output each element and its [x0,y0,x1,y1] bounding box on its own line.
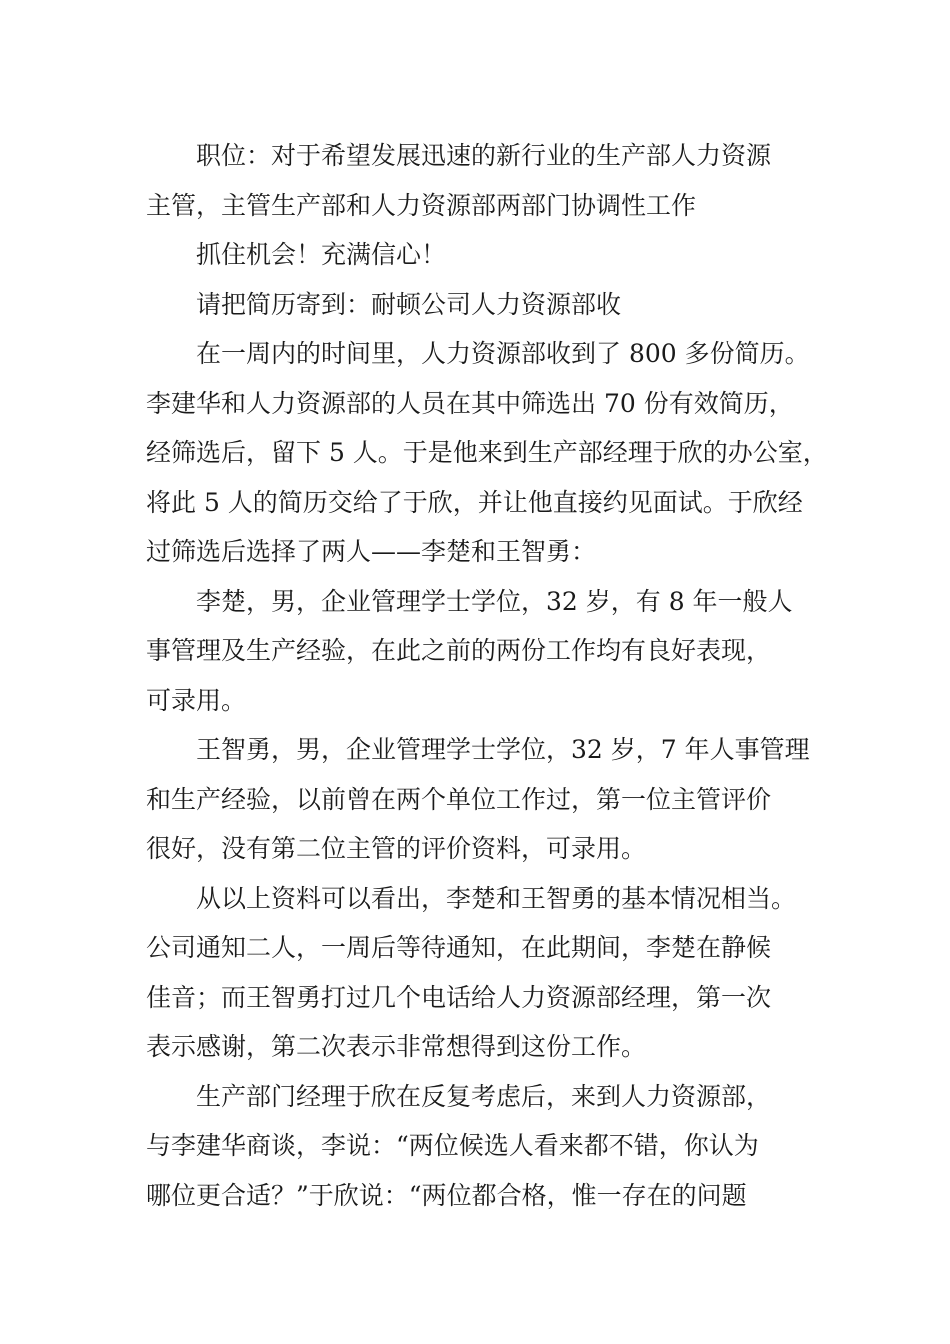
text-line: 在一周内的时间里，人力资源部收到了 800 多份简历。 [196,339,810,368]
text-line: 很好，没有第二位主管的评价资料，可录用。 [146,834,647,863]
text-line: 生产部门经理于欣在反复考虑后，来到人力资源部， [196,1081,772,1111]
text-line: 将此 5 人的简历交给了于欣，并让他直接约见面试。于欣经 [146,487,803,517]
text-line: 佳音；而王智勇打过几个电话给人力资源部经理，第一次 [146,982,772,1012]
text-line: 李建华和人力资源部的人员在其中筛选出 70 份有效简历， [146,388,794,418]
text-line: 公司通知二人，一周后等待通知，在此期间，李楚在静候 [146,933,772,962]
text-line: 主管，主管生产部和人力资源部两部门协调性工作 [146,190,697,220]
text-line: 从以上资料可以看出，李楚和王智勇的基本情况相当。 [196,883,797,913]
text-line: 与李建华商谈，李说：“两位候选人看来都不错，你认为 [146,1131,759,1160]
text-line: 王智勇，男，企业管理学士学位，32 岁，7 年人事管理 [196,735,810,764]
text-line: 可录用。 [146,685,247,715]
text-line: 表示感谢，第二次表示非常想得到这份工作。 [146,1032,647,1061]
text-line: 哪位更合适？”于欣说：“两位都合格，惟一存在的问题 [146,1180,747,1210]
text-line: 职位：对于希望发展迅速的新行业的生产部人力资源 [196,141,772,170]
text-line: 事管理及生产经验，在此之前的两份工作均有良好表现， [146,636,772,665]
text-line: 李楚，男，企业管理学士学位，32 岁，有 8 年一般人 [196,586,793,616]
document-body [146,131,826,1220]
text-line: 抓住机会！充满信心！ [196,240,447,269]
text-line: 过筛选后选择了两人——李楚和王智勇： [146,537,597,566]
text-line: 经筛选后，留下 5 人。于是他来到生产部经理于欣的办公室， [146,438,828,467]
text-line: 和生产经验，以前曾在两个单位工作过，第一位主管评价 [146,784,772,814]
text-line: 请把简历寄到：耐顿公司人力资源部收 [196,289,622,319]
